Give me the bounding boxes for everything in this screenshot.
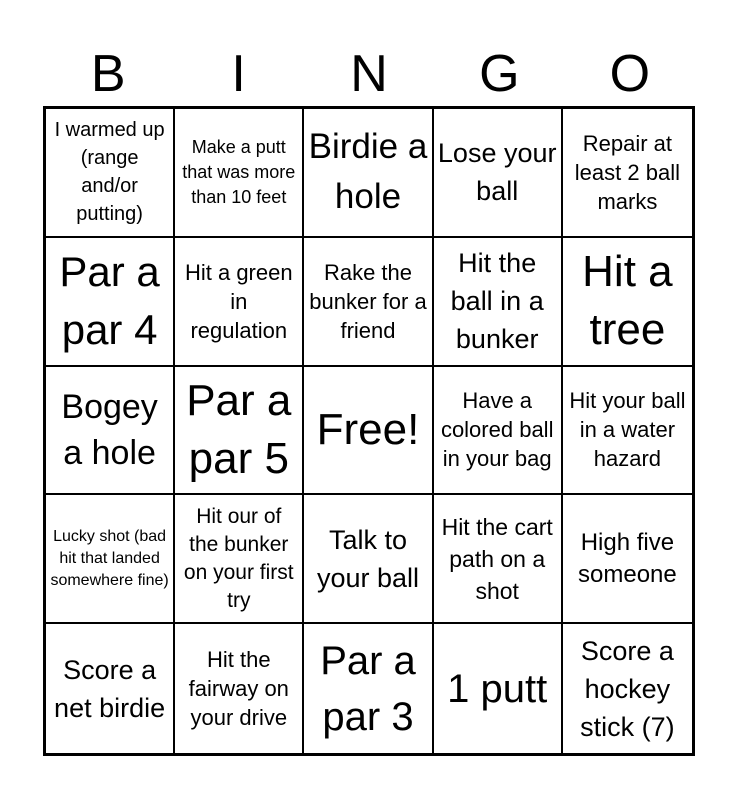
- bingo-cell[interactable]: [563, 624, 692, 753]
- cell-text: Rake the bunker for a friend: [309, 259, 427, 343]
- bingo-cell[interactable]: [563, 238, 692, 367]
- cell-text: Par a par 5: [186, 375, 292, 483]
- cell-text: High five someone: [578, 528, 677, 588]
- cell-text: Hit the cart path on a shot: [441, 513, 553, 604]
- bingo-cell[interactable]: [46, 367, 175, 496]
- cell-text: Repair at least 2 ball marks: [574, 130, 680, 214]
- header-letter-n: N: [350, 45, 388, 103]
- cell-text: Make a putt that was more than 10 feet: [182, 136, 296, 207]
- cell-text: Lose your ball: [437, 138, 557, 207]
- bingo-cell[interactable]: [46, 238, 175, 367]
- bingo-cell[interactable]: [304, 624, 433, 753]
- bingo-cell[interactable]: [46, 624, 175, 753]
- bingo-cell[interactable]: [434, 238, 563, 367]
- bingo-cell[interactable]: [304, 238, 433, 367]
- cell-text: Score a hockey stick (7): [580, 635, 675, 742]
- cell-text: Talk to your ball: [316, 524, 420, 593]
- bingo-cell[interactable]: [175, 624, 304, 753]
- cell-text: Hit a green in regulation: [184, 259, 293, 343]
- bingo-cell[interactable]: [175, 367, 304, 496]
- header-letter-g: G: [479, 45, 520, 103]
- cell-text: Par a par 3: [320, 638, 416, 739]
- bingo-cell[interactable]: [434, 495, 563, 624]
- cell-text: Par a par 4: [59, 248, 160, 354]
- cell-text: Free!: [316, 404, 420, 454]
- bingo-cell[interactable]: [46, 109, 175, 238]
- bingo-cell[interactable]: [434, 109, 563, 238]
- bingo-cell[interactable]: [175, 238, 304, 367]
- bingo-board: [43, 106, 695, 756]
- cell-text: Hit our of the bunker on your first try: [183, 504, 294, 612]
- bingo-cell[interactable]: [563, 109, 692, 238]
- bingo-cell[interactable]: [304, 109, 433, 238]
- bingo-cell[interactable]: [304, 495, 433, 624]
- cell-text: Lucky shot (bad hit that landed somewhere fine): [50, 527, 169, 589]
- cell-text: Score a net birdie: [54, 654, 166, 723]
- bingo-cell[interactable]: [563, 495, 692, 624]
- header-letter-b: B: [90, 45, 126, 103]
- cell-text: Hit a tree: [582, 247, 673, 355]
- cell-text: Hit your ball in a water hazard: [569, 388, 686, 472]
- cell-text: Bogey a hole: [61, 387, 158, 472]
- bingo-cell[interactable]: [46, 495, 175, 624]
- bingo-cell[interactable]: [304, 367, 433, 496]
- cell-text: 1 putt: [447, 666, 548, 711]
- cell-text: Hit the ball in a bunker: [450, 248, 544, 355]
- bingo-header: [43, 42, 695, 106]
- cell-text: Birdie a hole: [308, 127, 428, 217]
- cell-text: Have a colored ball in your bag: [440, 388, 554, 472]
- bingo-cell[interactable]: [175, 495, 304, 624]
- bingo-cell[interactable]: [434, 624, 563, 753]
- cell-text: I warmed up (range and/or putting): [54, 119, 165, 226]
- cell-text: Hit the fairway on your drive: [188, 647, 289, 731]
- header-letter-o: O: [609, 45, 651, 103]
- bingo-cell[interactable]: [175, 109, 304, 238]
- header-letter-i: I: [231, 45, 246, 103]
- bingo-cell[interactable]: [434, 367, 563, 496]
- bingo-cell[interactable]: [563, 367, 692, 496]
